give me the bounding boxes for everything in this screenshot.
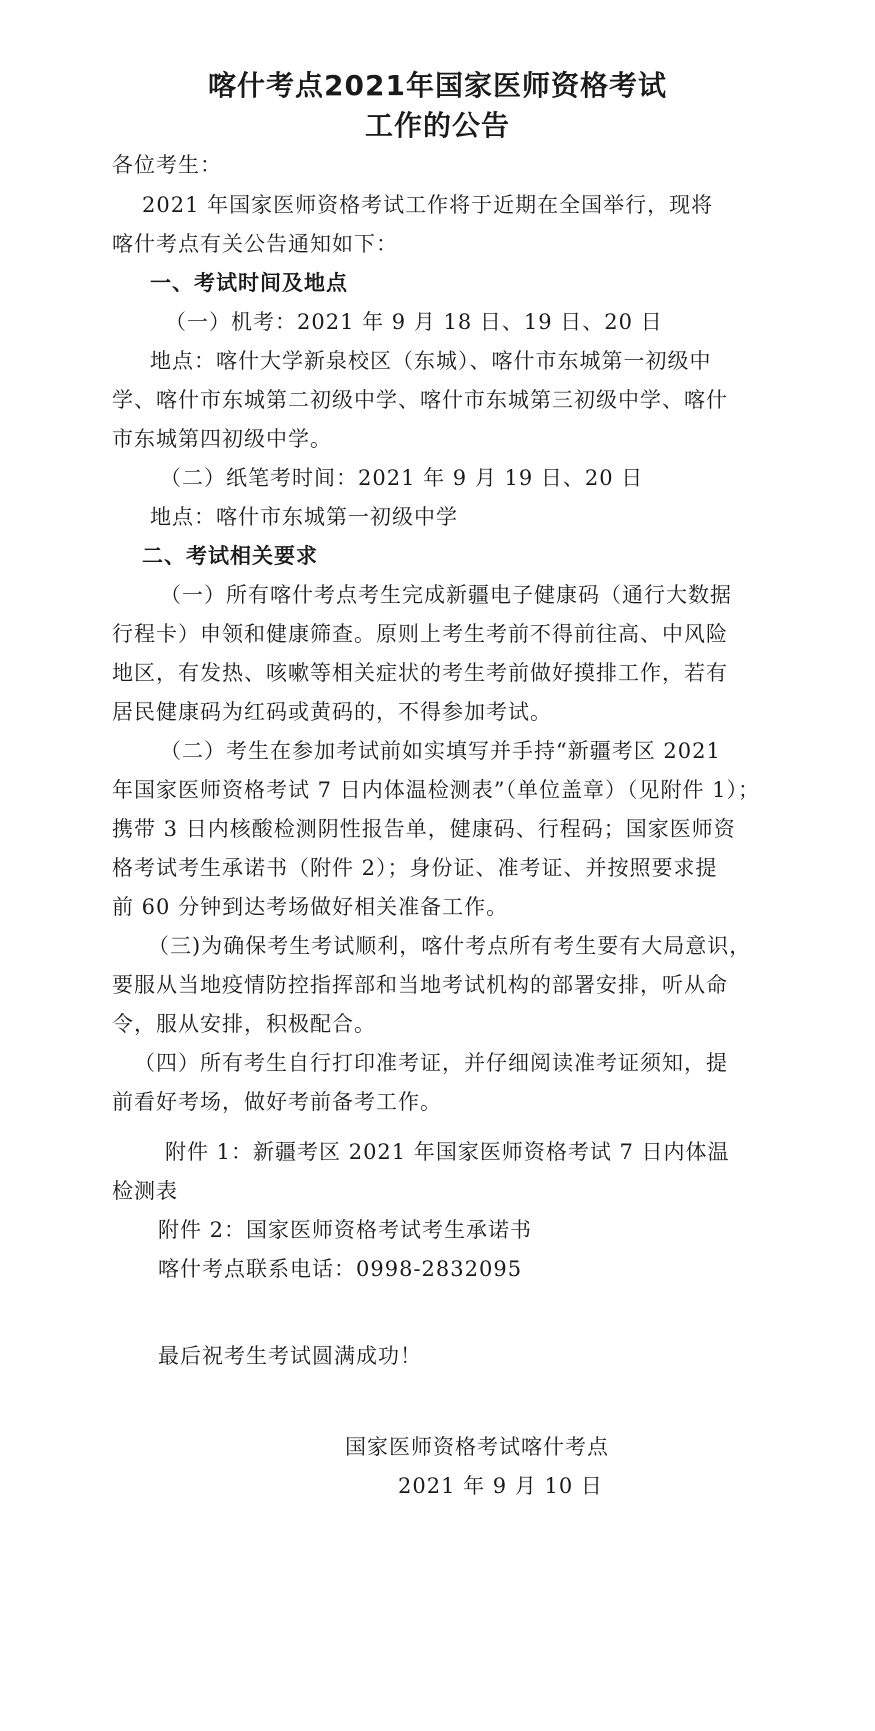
req2-line-3: 携带 3 日内核酸检测阴性报告单，健康码、行程码；国家医师资 — [112, 817, 736, 841]
req3-line-2: 要服从当地疫情防控指挥部和当地考试机构的部署安排，听从命 — [112, 973, 728, 997]
attachment-1-line-1: 附件 1：新疆考区 2021 年国家医师资格考试 7 日内体温 — [165, 1140, 730, 1164]
attachment-1-line-2: 检测表 — [112, 1179, 178, 1203]
greeting: 各位考生： — [112, 153, 222, 177]
section1-heading: 一、考试时间及地点 — [150, 271, 348, 295]
title-line-1: 喀什考点2021年国家医师资格考试 — [208, 69, 667, 102]
req2-line-4: 格考试考生承诺书（附件 2）；身份证、准考证、并按照要求提 — [112, 856, 718, 880]
req1-line-3: 地区，有发热、咳嗽等相关症状的考生考前做好摸排工作，若有 — [112, 661, 728, 685]
req2-line-2: 年国家医师资格考试 7 日内体温检测表”（单位盖章）（见附件 1）； — [112, 778, 760, 802]
req1-line-4: 居民健康码为红码或黄码的，不得参加考试。 — [112, 700, 552, 724]
req3-line-1: （三)为确保考生考试顺利，喀什考点所有考生要有大局意识， — [148, 934, 752, 958]
attachment-2: 附件 2：国家医师资格考试考生承诺书 — [158, 1218, 533, 1242]
req2-line-5: 前 60 分钟到达考场做好相关准备工作。 — [112, 895, 509, 919]
signature-date: 2021 年 9 月 10 日 — [398, 1474, 603, 1498]
req2-line-1: （二）考生在参加考试前如实填写并手持“新疆考区 2021 — [160, 739, 721, 763]
exam-time-computer: （一）机考：2021 年 9 月 18 日、19 日、20 日 — [165, 310, 663, 334]
intro-line-1: 2021 年国家医师资格考试工作将于近期在全国举行，现将 — [142, 193, 714, 217]
req1-line-1: （一）所有喀什考点考生完成新疆电子健康码（通行大数据 — [160, 583, 732, 607]
exam-place-line-1: 地点：喀什大学新泉校区（东城）、喀什市东城第一初级中 — [150, 349, 712, 373]
exam-place-paper: 地点：喀什市东城第一初级中学 — [150, 505, 458, 529]
intro-line-2: 喀什考点有关公告通知如下： — [112, 232, 398, 256]
title-line-2: 工作的公告 — [364, 109, 510, 142]
closing-wish: 最后祝考生考试圆满成功！ — [158, 1344, 422, 1368]
section2-heading: 二、考试相关要求 — [142, 544, 318, 568]
req4-line-2: 前看好考场，做好考前备考工作。 — [112, 1090, 442, 1114]
contact-phone: 喀什考点联系电话：0998-2832095 — [158, 1257, 523, 1281]
req3-line-3: 令，服从安排，积极配合。 — [112, 1012, 376, 1036]
req4-line-1: （四）所有考生自行打印准考证，并仔细阅读准考证须知，提 — [134, 1051, 728, 1075]
exam-time-paper: （二）纸笔考时间：2021 年 9 月 19 日、20 日 — [160, 466, 644, 490]
exam-place-line-2: 学、喀什市东城第二初级中学、喀什市东城第三初级中学、喀什 — [112, 388, 728, 412]
exam-place-line-3: 市东城第四初级中学。 — [112, 427, 332, 451]
req1-line-2: 行程卡）申领和健康筛查。原则上考生考前不得前往高、中风险 — [112, 622, 728, 646]
signature-org: 国家医师资格考试喀什考点 — [345, 1435, 609, 1459]
